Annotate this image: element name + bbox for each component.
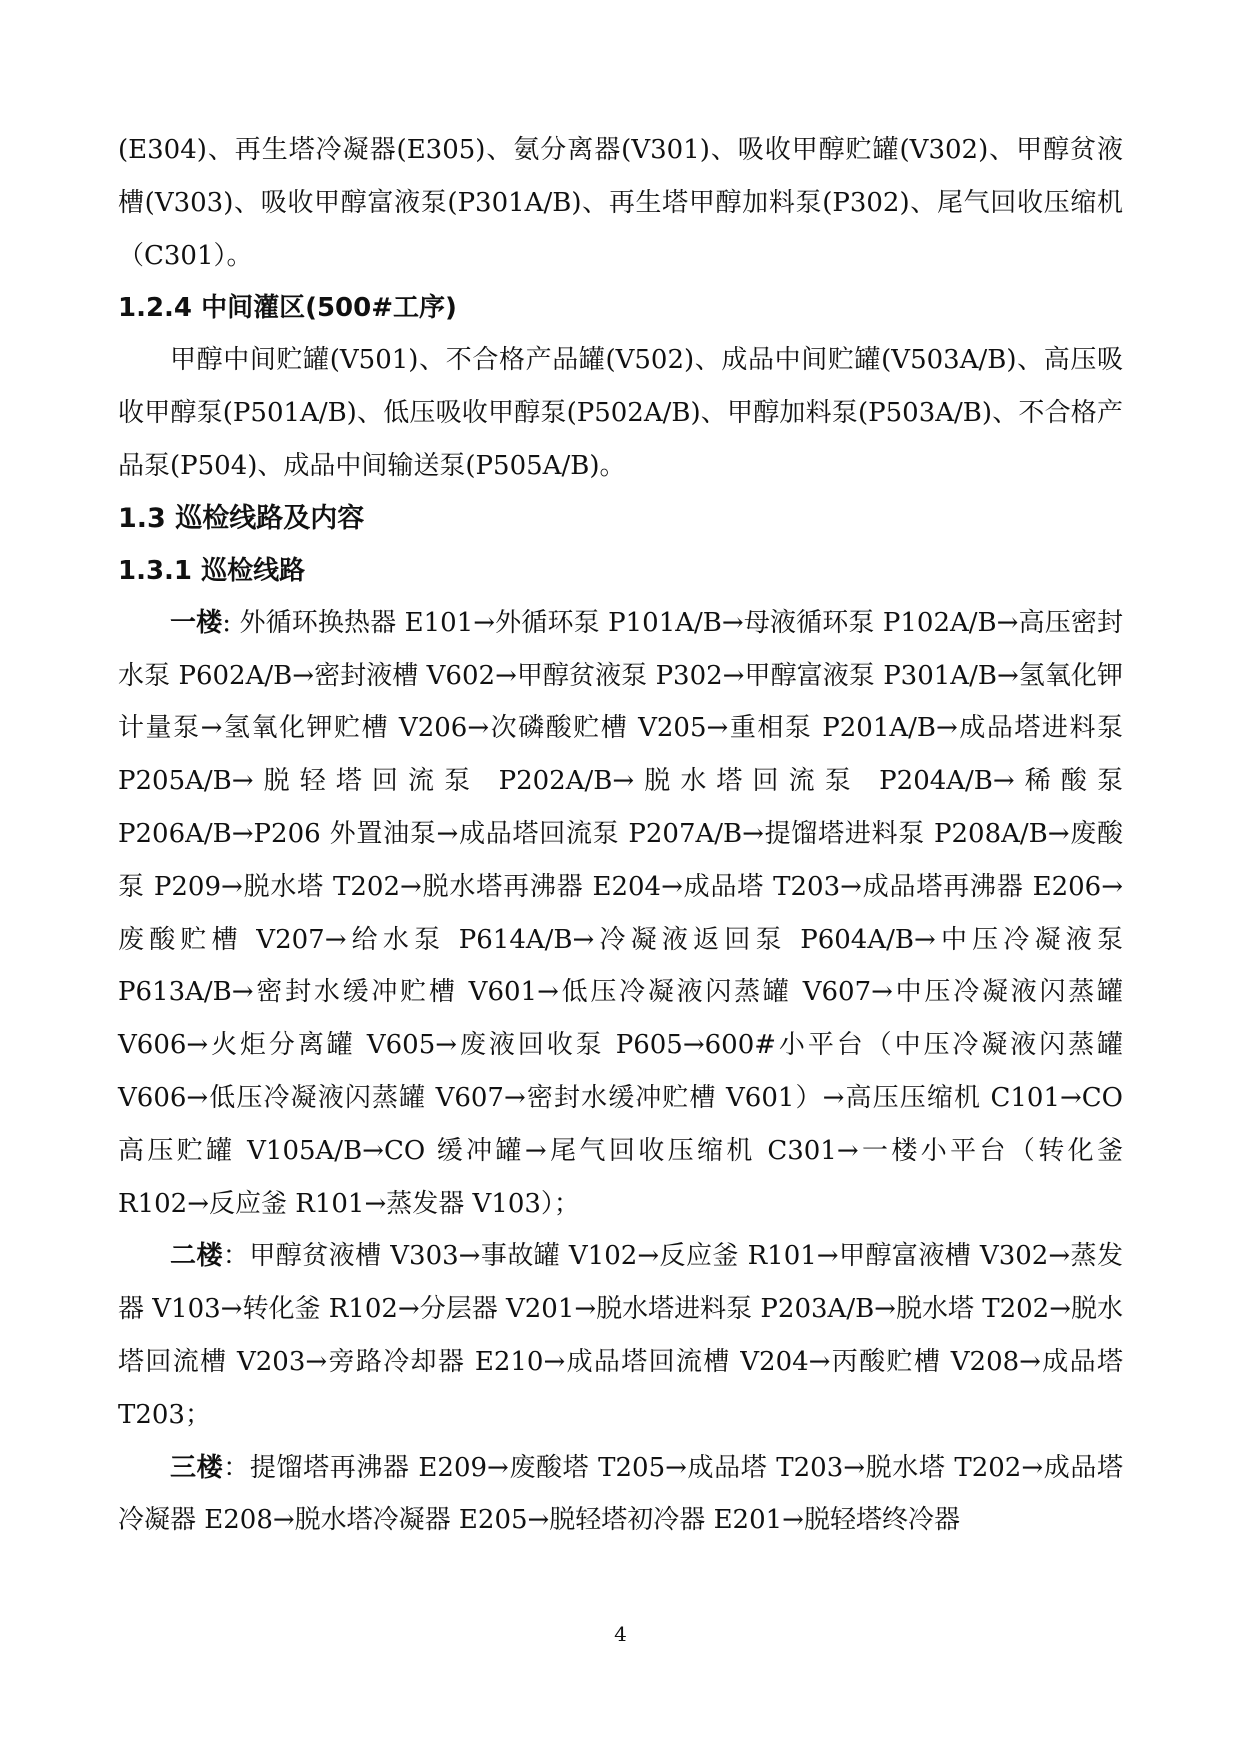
- floor2-route: ：甲醇贫液槽 V303→事故罐 V102→反应釜 R101→甲醇富液槽 V302→蒸发器 V103→转化釜 R102→分层器 V201→脱水塔进料泵 P203A/B→脱水塔 T202→脱水塔回流槽 V203→旁路冷却器 E210→成品塔回流槽 V204→丙酸贮槽 V208→成品塔 T203；: [118, 1241, 1123, 1430]
- floor1-route: : 外循环换热器 E101→外循环泵 P101A/B→母液循环泵 P102A/B→高压密封水泵 P602A/B→密封液槽 V602→甲醇贫液泵 P302→甲醇富液泵 P301A/B→氢氧化钾计量泵→氢氧化钾贮槽 V206→次磷酸贮槽 V205→重相泵 P201A/B→成品塔进料泵 P205A/B→脱轻塔回流泵 P202A/B→脱水塔回流泵 P204A/B→稀酸泵 P206A/B→P206 外置油泵→成品塔回流泵 P207A/B→提馏塔进料泵 P208A/B→废酸泵 P209→脱水塔 T202→脱水塔再沸器 E204→成品塔 T203→成品塔再沸器 E206→废酸贮槽 V207→给水泵 P614A/B→冷凝液返回泵 P604A/B→中压冷凝液泵 P613A/B→密封水缓冲贮槽 V601→低压冷凝液闪蒸罐 V607→中压冷凝液闪蒸罐 V606→火炬分离罐 V605→废液回收泵 P605→600#小平台（中压冷凝液闪蒸罐 V606→低压冷凝液闪蒸罐 V607→密封水缓冲贮槽 V601）→高压压缩机 C101→CO 高压贮罐 V105A/B→CO 缓冲罐→尾气回收压缩机 C301→一楼小平台（转化釜 R102→反应釜 R101→蒸发器 V103）；: [118, 607, 1123, 1219]
- page-number: 4: [614, 1622, 627, 1646]
- floor3-label: 三楼: [170, 1452, 224, 1483]
- section-heading-1-3: 1.3 巡检线路及内容: [118, 502, 365, 534]
- section-body-1-2-4: 甲醇中间贮罐(V501)、不合格产品罐(V502)、成品中间贮罐(V503A/B)、高压吸收甲醇泵(P501A/B)、低压吸收甲醇泵(P502A/B)、甲醇加料泵(P503A/B)、不合格产品泵(P504)、成品中间输送泵(P505A/B)。: [118, 345, 1123, 481]
- floor1-paragraph: [118, 597, 1123, 1231]
- intro-paragraph: (E304)、再生塔冷凝器(E305)、氨分离器(V301)、吸收甲醇贮罐(V302)、甲醇贫液槽(V303)、吸收甲醇富液泵(P301A/B)、再生塔甲醇加料泵(P302)、尾气回收压缩机（C301）。: [118, 135, 1123, 271]
- floor2-label: 二楼: [170, 1241, 223, 1272]
- floor3-route: ：提馏塔再沸器 E209→废酸塔 T205→成品塔 T203→脱水塔 T202→成品塔冷凝器 E208→脱水塔冷凝器 E205→脱轻塔初冷器 E201→脱轻塔终冷器: [118, 1452, 1123, 1536]
- section-heading-1-2-4: 1.2.4 中间灌区(500#工序): [118, 293, 457, 324]
- floor3-paragraph: [118, 1442, 1123, 1548]
- section-heading-1-3-1: 1.3.1 巡检线路: [118, 555, 306, 586]
- page-content: [118, 124, 1123, 1547]
- floor1-label: 一楼: [170, 607, 223, 638]
- floor2-paragraph: [118, 1230, 1123, 1441]
